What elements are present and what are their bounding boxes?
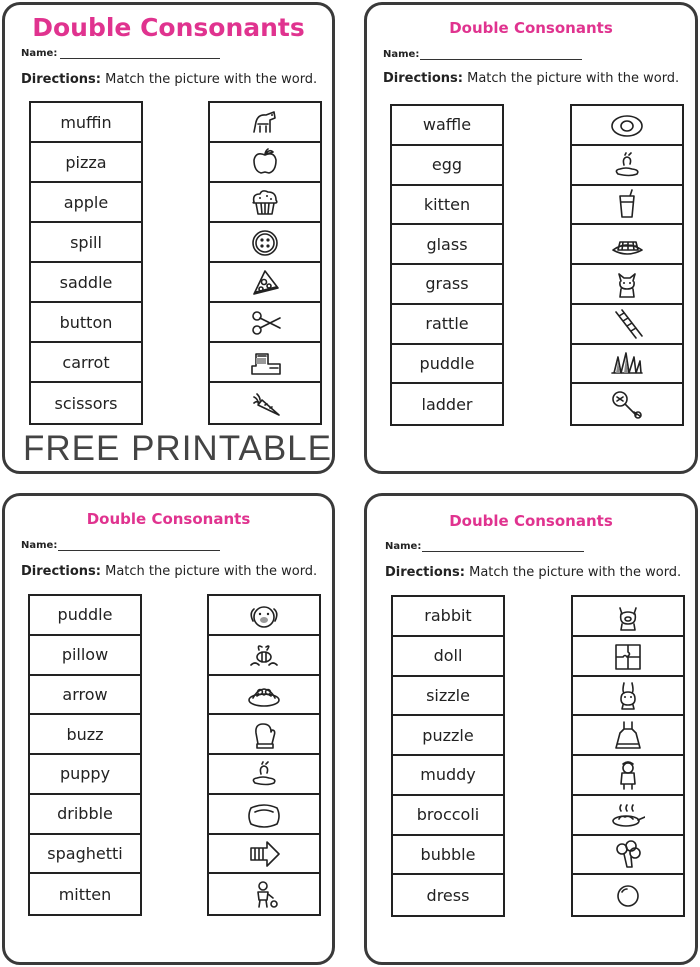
- word-cell[interactable]: doll: [393, 637, 503, 677]
- picture-cell[interactable]: [573, 597, 683, 637]
- word-cell[interactable]: sizzle: [393, 677, 503, 717]
- directions-text: Match the picture with the word.: [469, 565, 682, 580]
- word-cell[interactable]: broccoli: [393, 796, 503, 836]
- worksheet-title: Double Consonants: [32, 13, 305, 42]
- picture-cell[interactable]: [573, 796, 683, 836]
- broccoli-icon: [611, 838, 645, 870]
- worksheet-title: Double Consonants: [449, 512, 613, 530]
- word-cell[interactable]: pizza: [31, 143, 141, 183]
- dribble-kid-icon: [247, 878, 281, 910]
- name-label: Name:: [21, 48, 58, 59]
- scissors-icon: [248, 306, 282, 338]
- rabbit-icon: [611, 679, 645, 711]
- picture-cell[interactable]: [209, 835, 319, 875]
- picture-cell[interactable]: [572, 305, 682, 345]
- word-cell[interactable]: buzz: [30, 715, 140, 755]
- name-field[interactable]: [58, 550, 220, 551]
- directions-text: Match the picture with the word.: [105, 564, 318, 579]
- picture-cell[interactable]: [573, 756, 683, 796]
- picture-cell[interactable]: [572, 265, 682, 305]
- picture-cell[interactable]: [573, 875, 683, 915]
- word-cell[interactable]: spill: [31, 223, 141, 263]
- puppy-icon: [247, 599, 281, 631]
- picture-cell[interactable]: [572, 384, 682, 424]
- picture-column: [570, 104, 684, 426]
- ladder-icon: [610, 308, 644, 340]
- picture-cell[interactable]: [572, 106, 682, 146]
- sizzle-pan-icon: [611, 799, 645, 831]
- worksheet-1: [2, 2, 335, 474]
- directions-text: Match the picture with the word.: [467, 71, 680, 86]
- picture-cell[interactable]: [210, 223, 320, 263]
- word-cell[interactable]: grass: [392, 265, 502, 305]
- button-icon: [248, 226, 282, 258]
- directions-label: Directions:: [21, 564, 101, 579]
- bee-buzz-icon: [247, 639, 281, 671]
- word-cell[interactable]: puppy: [30, 755, 140, 795]
- word-cell[interactable]: button: [31, 303, 141, 343]
- picture-cell[interactable]: [209, 874, 319, 914]
- doll-icon: [611, 759, 645, 791]
- carrot-icon: [248, 387, 282, 419]
- name-field[interactable]: [60, 58, 220, 59]
- word-cell[interactable]: glass: [392, 225, 502, 265]
- horse-saddle-icon: [248, 106, 282, 138]
- name-label: Name:: [385, 541, 422, 552]
- puddle-icon: [247, 758, 281, 790]
- word-cell[interactable]: rattle: [392, 305, 502, 345]
- directions: [385, 565, 681, 580]
- word-cell[interactable]: muffin: [31, 103, 141, 143]
- spaghetti-icon: [247, 678, 281, 710]
- directions: [383, 71, 679, 86]
- word-cell[interactable]: puzzle: [393, 716, 503, 756]
- worksheet-4: [364, 493, 698, 965]
- picture-cell[interactable]: [209, 596, 319, 636]
- word-cell[interactable]: mitten: [58, 884, 112, 904]
- picture-column: [207, 594, 321, 916]
- word-cell[interactable]: saddle: [31, 263, 141, 303]
- picture-cell[interactable]: [572, 146, 682, 186]
- name-label: Name:: [21, 540, 58, 551]
- picture-cell[interactable]: [210, 143, 320, 183]
- word-cell[interactable]: rabbit: [393, 597, 503, 637]
- picture-cell[interactable]: [209, 795, 319, 835]
- directions: [21, 564, 317, 579]
- kitten-icon: [610, 268, 644, 300]
- worksheet-title: Double Consonants: [86, 510, 251, 528]
- picture-column: [571, 595, 685, 917]
- muddy-pig-icon: [611, 600, 645, 632]
- word-cell[interactable]: spaghetti: [30, 835, 140, 875]
- muffin-icon: [248, 186, 282, 218]
- puzzle-icon: [611, 640, 645, 672]
- name-label: Name:: [383, 49, 420, 60]
- name-field[interactable]: [422, 551, 584, 552]
- picture-cell[interactable]: [572, 186, 682, 226]
- free-printable-watermark: FREE PRINTABLE: [23, 429, 332, 468]
- rattle-icon: [610, 388, 644, 420]
- word-cell[interactable]: ladder: [421, 394, 473, 414]
- word-column: [28, 594, 142, 916]
- worksheet-title: Double Consonants: [449, 19, 613, 37]
- word-cell[interactable]: pillow: [30, 636, 140, 676]
- word-cell[interactable]: scissors: [54, 393, 118, 413]
- mitten-icon: [247, 718, 281, 750]
- grass-icon: [610, 347, 644, 379]
- worksheet-3: [2, 493, 335, 965]
- directions-text: Match the picture with the word.: [105, 72, 318, 87]
- picture-cell[interactable]: [210, 183, 320, 223]
- name-field[interactable]: [420, 59, 582, 60]
- word-cell[interactable]: apple: [31, 183, 141, 223]
- glass-icon: [610, 188, 644, 220]
- picture-cell[interactable]: [210, 303, 320, 343]
- directions-label: Directions:: [385, 565, 465, 580]
- waffle-icon: [610, 228, 644, 260]
- picture-cell[interactable]: [573, 677, 683, 717]
- picture-cell[interactable]: [210, 383, 320, 423]
- pizza-slice-icon: [248, 266, 282, 298]
- word-cell[interactable]: dress: [426, 885, 470, 905]
- word-cell[interactable]: carrot: [31, 343, 141, 383]
- word-cell[interactable]: arrow: [30, 676, 140, 716]
- word-cell[interactable]: puddle: [30, 596, 140, 636]
- picture-cell[interactable]: [573, 836, 683, 876]
- arrow-icon: [247, 837, 281, 869]
- spill-icon: [248, 346, 282, 378]
- word-column: [391, 595, 505, 917]
- word-cell[interactable]: waffle: [392, 106, 502, 146]
- worksheet-2: [364, 2, 698, 474]
- directions-label: Directions:: [383, 71, 463, 86]
- word-column: [29, 101, 143, 425]
- word-cell[interactable]: dribble: [30, 795, 140, 835]
- apple-icon: [248, 146, 282, 178]
- picture-cell[interactable]: [573, 637, 683, 677]
- dress-icon: [611, 719, 645, 751]
- picture-column: [208, 101, 322, 425]
- word-column: [390, 104, 504, 426]
- directions: [21, 72, 317, 87]
- picture-cell[interactable]: [210, 103, 320, 143]
- picture-cell[interactable]: [210, 343, 320, 383]
- picture-cell[interactable]: [209, 676, 319, 716]
- word-cell[interactable]: egg: [392, 146, 502, 186]
- pillow-icon: [247, 798, 281, 830]
- bubble-icon: [611, 879, 645, 911]
- word-cell[interactable]: puddle: [392, 345, 502, 385]
- picture-cell[interactable]: [209, 636, 319, 676]
- puddle-icon: [610, 149, 644, 181]
- picture-cell[interactable]: [572, 225, 682, 265]
- word-cell[interactable]: muddy: [393, 756, 503, 796]
- picture-cell[interactable]: [209, 715, 319, 755]
- egg-icon: [610, 109, 644, 141]
- directions-label: Directions:: [21, 72, 101, 87]
- word-cell[interactable]: bubble: [393, 836, 503, 876]
- picture-cell[interactable]: [210, 263, 320, 303]
- picture-cell[interactable]: [209, 755, 319, 795]
- picture-cell[interactable]: [573, 716, 683, 756]
- word-cell[interactable]: kitten: [392, 186, 502, 226]
- picture-cell[interactable]: [572, 345, 682, 385]
